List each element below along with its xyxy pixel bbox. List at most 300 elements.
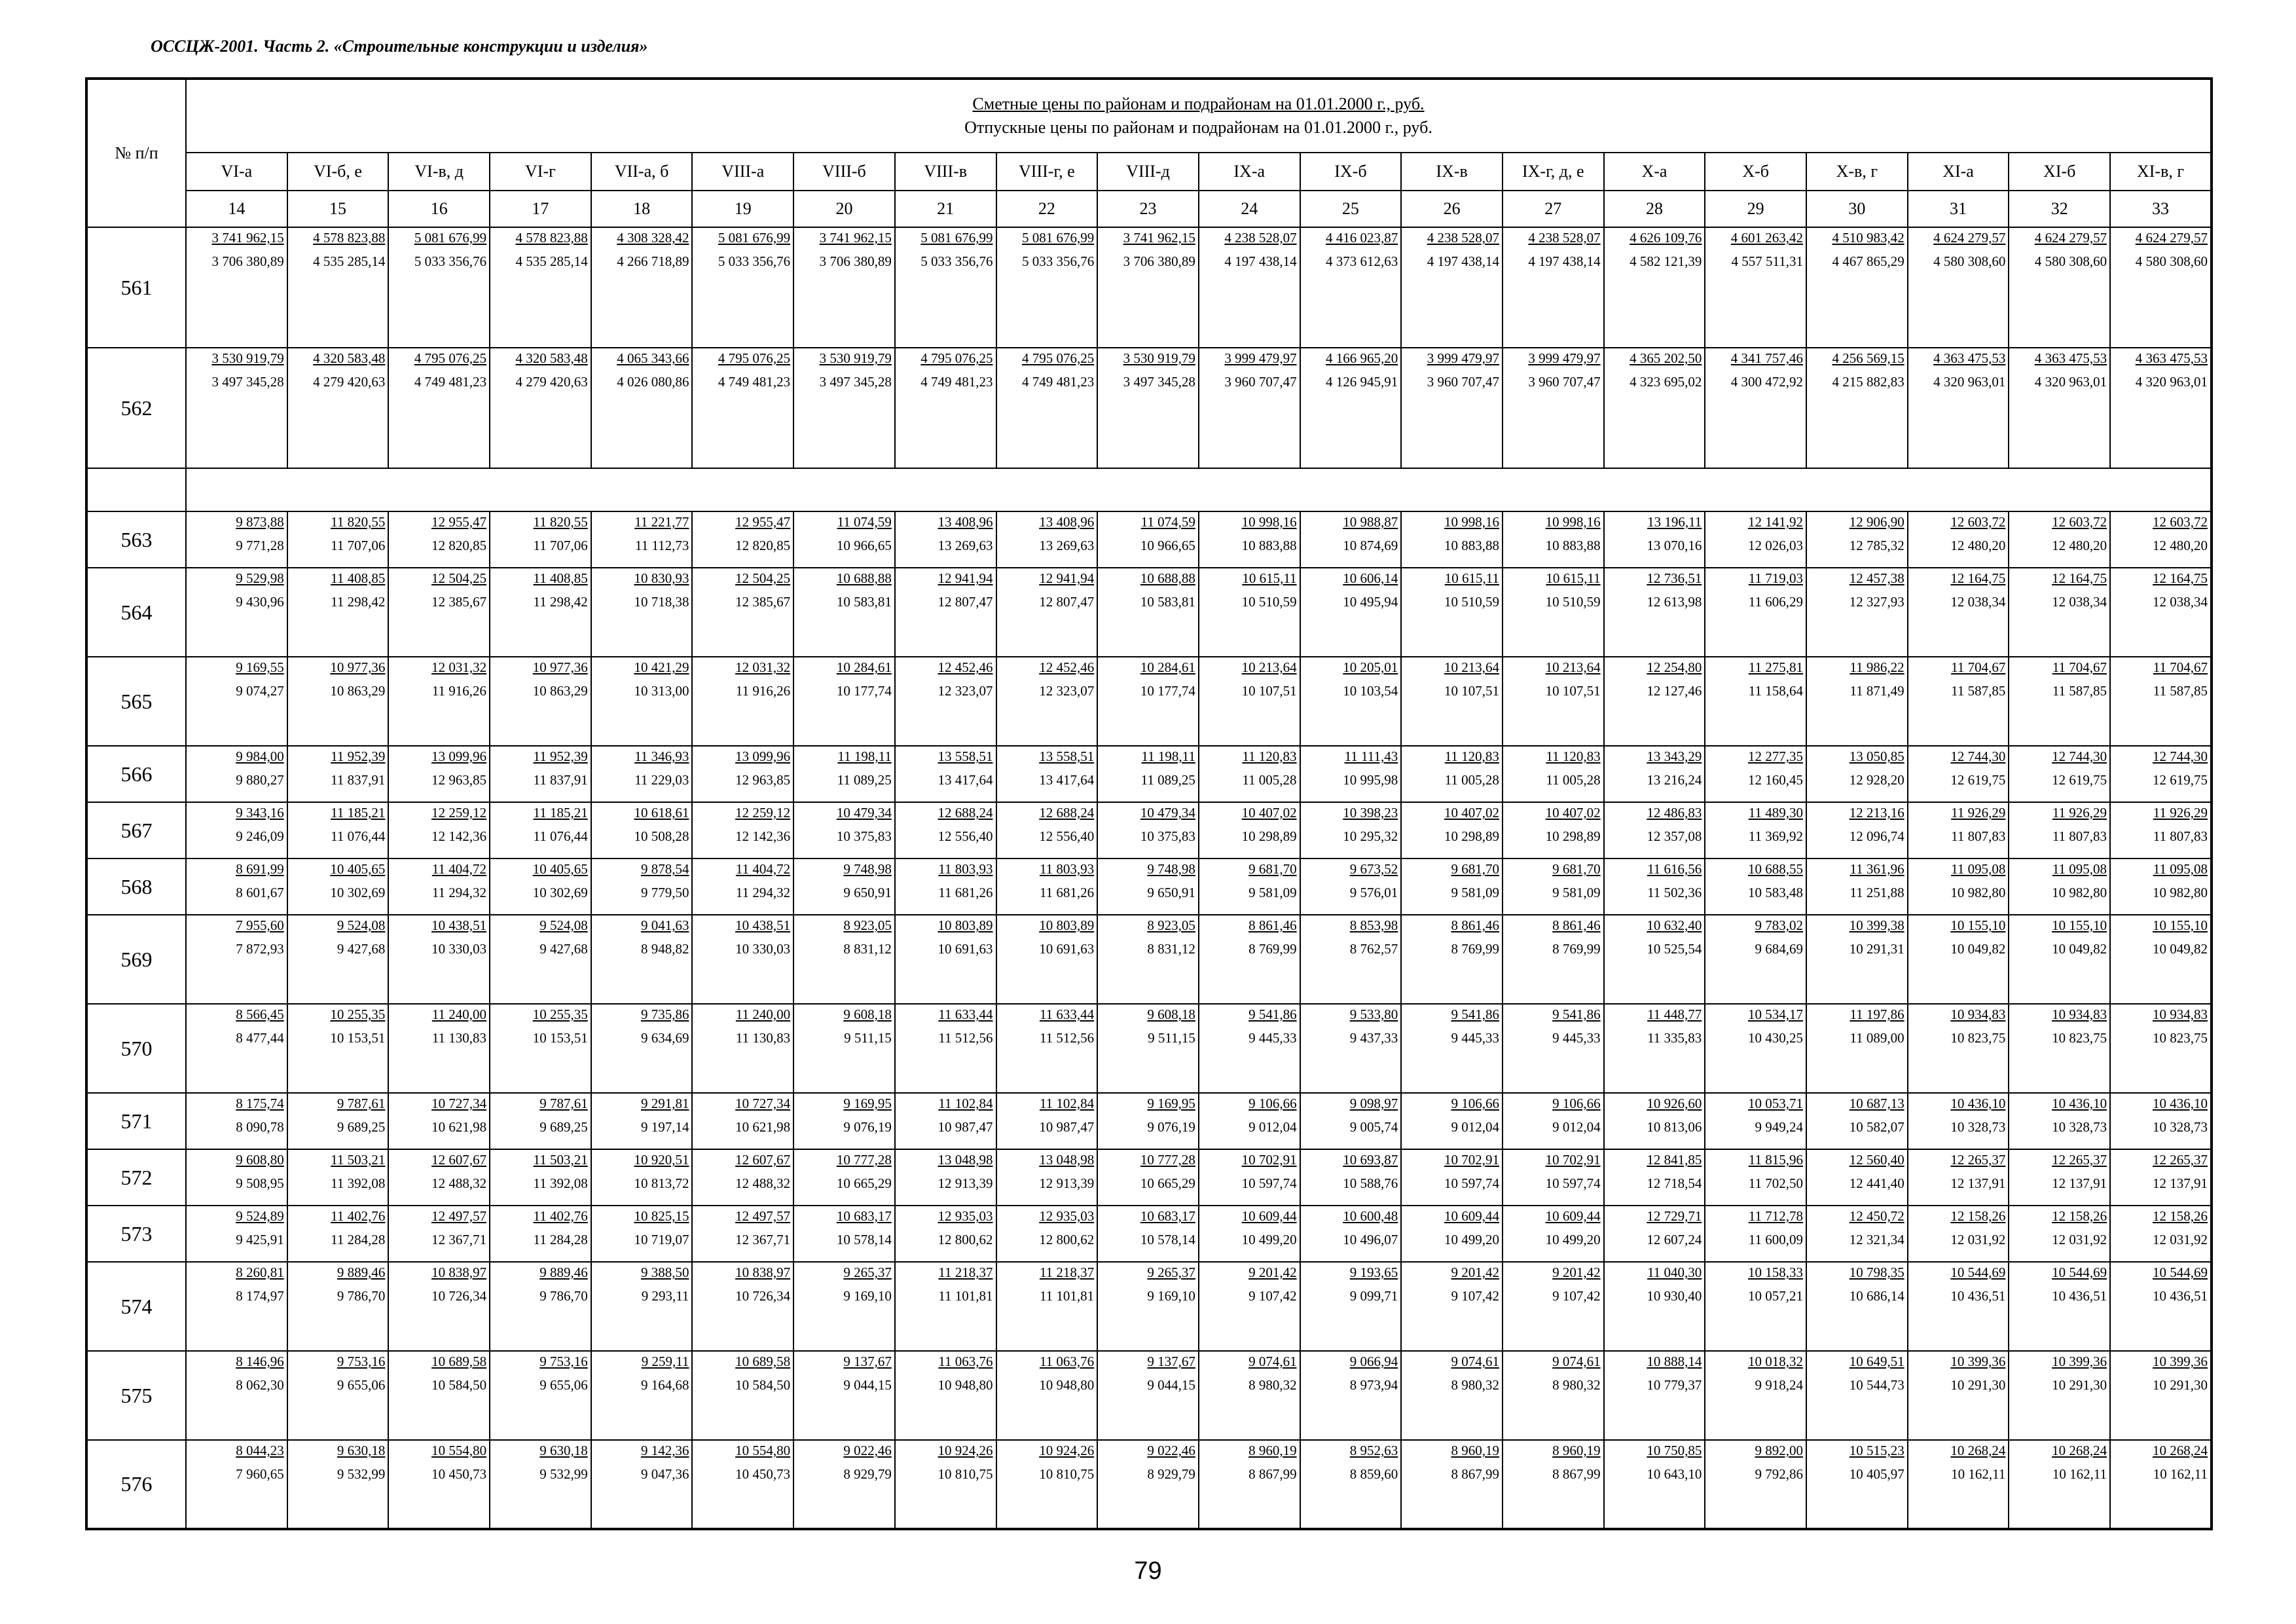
estimated-price: 10 727,34 xyxy=(735,1096,791,1111)
release-price: 12 480,20 xyxy=(2052,538,2107,553)
release-price: 12 619,75 xyxy=(2153,772,2208,788)
price-cell xyxy=(1199,1351,1300,1440)
estimated-price: 9 066,94 xyxy=(1349,1354,1398,1369)
release-price: 9 047,36 xyxy=(640,1466,689,1482)
release-price: 12 963,85 xyxy=(431,772,487,788)
estimated-price: 9 630,18 xyxy=(337,1443,386,1458)
estimated-price: 9 022,46 xyxy=(1147,1443,1195,1458)
release-price: 10 291,30 xyxy=(2153,1377,2208,1393)
region-header: VIII-б xyxy=(793,153,895,191)
release-price: 9 169,10 xyxy=(1147,1288,1195,1304)
price-cell xyxy=(388,858,490,915)
price-cell xyxy=(996,568,1098,657)
estimated-price: 11 633,44 xyxy=(938,1006,993,1022)
price-cell xyxy=(1705,511,1806,568)
estimated-price: 9 787,61 xyxy=(337,1096,386,1111)
column-number: 18 xyxy=(591,191,693,227)
release-price: 9 786,70 xyxy=(539,1288,588,1304)
price-cell xyxy=(591,858,693,915)
estimated-price: 10 750,85 xyxy=(1647,1443,1702,1458)
estimated-price: 10 609,44 xyxy=(1444,1208,1499,1224)
price-cell xyxy=(1604,511,1705,568)
estimated-price: 12 744,30 xyxy=(2052,748,2107,764)
price-cell xyxy=(1503,1440,1604,1529)
estimated-price: 9 541,86 xyxy=(1451,1006,1499,1022)
estimated-price: 9 201,42 xyxy=(1451,1264,1499,1280)
price-cell xyxy=(1503,802,1604,858)
release-price: 12 785,32 xyxy=(1849,538,1904,553)
estimated-price: 13 196,11 xyxy=(1647,514,1702,530)
estimated-price: 11 198,11 xyxy=(837,748,892,764)
estimated-price: 11 102,84 xyxy=(1039,1096,1095,1111)
release-price: 9 771,28 xyxy=(236,538,284,553)
estimated-price: 13 343,29 xyxy=(1647,748,1702,764)
release-price: 12 807,47 xyxy=(1039,594,1095,610)
estimated-price: 10 609,44 xyxy=(1545,1208,1601,1224)
estimated-price: 10 053,71 xyxy=(1748,1096,1803,1111)
estimated-price: 13 048,98 xyxy=(1039,1152,1095,1168)
release-price: 8 762,57 xyxy=(1349,941,1398,957)
estimated-price: 4 308 328,42 xyxy=(617,230,689,246)
price-cell xyxy=(895,1440,996,1529)
release-price: 4 749 481,23 xyxy=(920,374,993,390)
release-price: 4 197 438,14 xyxy=(1427,253,1499,269)
price-cell xyxy=(1503,348,1604,468)
estimated-price: 13 099,96 xyxy=(735,748,791,764)
estimated-price: 12 744,30 xyxy=(2153,748,2208,764)
estimated-price: 10 688,88 xyxy=(836,570,892,586)
estimated-price: 4 626 109,76 xyxy=(1630,230,1702,246)
release-price: 10 330,03 xyxy=(431,941,487,957)
estimated-price: 10 268,24 xyxy=(1950,1443,2006,1458)
price-cell xyxy=(1806,1004,1908,1093)
price-cell xyxy=(793,1149,895,1206)
price-cell xyxy=(1908,348,2009,468)
estimated-price: 10 727,34 xyxy=(431,1096,487,1111)
release-price: 10 582,07 xyxy=(1849,1119,1904,1135)
price-cell xyxy=(388,746,490,802)
table-row xyxy=(86,915,2212,1004)
estimated-price: 10 998,16 xyxy=(1444,514,1499,530)
estimated-price: 10 888,14 xyxy=(1647,1354,1702,1369)
price-cell xyxy=(895,1351,996,1440)
release-price: 10 436,51 xyxy=(2052,1288,2107,1304)
estimated-price: 10 436,10 xyxy=(1950,1096,2006,1111)
release-price: 10 718,38 xyxy=(634,594,689,610)
release-price: 11 707,06 xyxy=(331,538,386,553)
estimated-price: 9 022,46 xyxy=(843,1443,892,1458)
table-row xyxy=(86,1004,2212,1093)
release-price: 10 328,73 xyxy=(2052,1119,2107,1135)
release-price: 9 169,10 xyxy=(843,1288,892,1304)
estimated-price: 10 803,89 xyxy=(938,917,993,933)
estimated-price: 4 578 823,88 xyxy=(515,230,588,246)
release-price: 10 578,14 xyxy=(1140,1232,1195,1247)
price-cell xyxy=(996,1351,1098,1440)
price-cell xyxy=(793,657,895,746)
estimated-price: 12 955,47 xyxy=(431,514,487,530)
table-row xyxy=(86,657,2212,746)
release-price: 10 863,29 xyxy=(330,683,386,699)
column-number: 29 xyxy=(1705,191,1806,227)
price-cell xyxy=(490,511,591,568)
price-cell xyxy=(186,568,287,657)
price-cell xyxy=(692,657,793,746)
estimated-price: 12 607,67 xyxy=(431,1152,487,1168)
estimated-price: 10 924,26 xyxy=(1039,1443,1095,1458)
column-number: 14 xyxy=(186,191,287,227)
estimated-price: 12 259,12 xyxy=(735,805,791,821)
release-price: 11 101,81 xyxy=(938,1288,993,1304)
release-price: 4 320 963,01 xyxy=(2034,374,2107,390)
price-cell xyxy=(490,1004,591,1093)
estimated-price: 9 074,61 xyxy=(1552,1354,1601,1369)
price-cell xyxy=(490,746,591,802)
release-price: 10 779,37 xyxy=(1647,1377,1702,1393)
estimated-price: 11 704,67 xyxy=(2153,659,2208,675)
estimated-price: 10 554,80 xyxy=(431,1443,487,1458)
price-cell xyxy=(388,1351,490,1440)
release-price: 11 600,09 xyxy=(1748,1232,1803,1247)
estimated-price: 10 977,36 xyxy=(330,659,386,675)
release-price: 10 107,51 xyxy=(1444,683,1499,699)
price-cell xyxy=(287,568,389,657)
estimated-price: 11 803,93 xyxy=(938,861,993,877)
release-price: 9 949,24 xyxy=(1755,1119,1803,1135)
price-cell xyxy=(996,858,1098,915)
price-cell xyxy=(1806,858,1908,915)
price-cell xyxy=(2110,227,2212,348)
release-price: 10 583,81 xyxy=(836,594,892,610)
release-price: 9 511,15 xyxy=(1148,1030,1195,1046)
price-cell xyxy=(1097,1206,1199,1262)
estimated-price: 11 616,56 xyxy=(1647,861,1702,877)
price-cell xyxy=(895,568,996,657)
release-price: 10 597,74 xyxy=(1241,1175,1297,1191)
column-number: 17 xyxy=(490,191,591,227)
price-cell xyxy=(895,657,996,746)
estimated-price: 8 566,45 xyxy=(236,1006,284,1022)
price-cell xyxy=(1503,511,1604,568)
price-cell xyxy=(1604,657,1705,746)
estimated-price: 10 683,17 xyxy=(1140,1208,1195,1224)
price-cell xyxy=(287,227,389,348)
region-header-row xyxy=(86,153,2212,191)
release-price: 5 033 356,76 xyxy=(718,253,791,269)
release-price: 10 510,59 xyxy=(1241,594,1297,610)
estimated-price: 8 853,98 xyxy=(1349,917,1398,933)
release-price: 9 246,09 xyxy=(236,828,284,844)
estimated-price: 10 407,02 xyxy=(1545,805,1601,821)
estimated-price: 10 421,29 xyxy=(634,659,689,675)
release-price: 10 049,82 xyxy=(2052,941,2107,957)
release-price: 10 813,72 xyxy=(634,1175,689,1191)
region-header: VII-а, б xyxy=(591,153,693,191)
release-price: 8 769,99 xyxy=(1552,941,1601,957)
price-cell xyxy=(1097,568,1199,657)
price-cell xyxy=(1300,1440,1402,1529)
column-number: 27 xyxy=(1503,191,1604,227)
release-price: 10 982,80 xyxy=(2153,885,2208,900)
estimated-price: 8 960,19 xyxy=(1552,1443,1601,1458)
estimated-price: 9 984,00 xyxy=(236,748,284,764)
table-row xyxy=(86,1093,2212,1149)
estimated-price: 9 343,16 xyxy=(236,805,284,821)
release-price: 12 323,07 xyxy=(1039,683,1095,699)
release-price: 3 497 345,28 xyxy=(819,374,892,390)
price-cell xyxy=(1199,348,1300,468)
price-cell xyxy=(1401,858,1503,915)
price-cell xyxy=(388,348,490,468)
release-price: 10 375,83 xyxy=(1140,828,1195,844)
estimated-price: 10 554,80 xyxy=(735,1443,791,1458)
estimated-price: 10 255,35 xyxy=(532,1006,588,1022)
estimated-price: 9 106,66 xyxy=(1248,1096,1297,1111)
region-header: VI-г xyxy=(490,153,591,191)
estimated-price: 4 320 583,48 xyxy=(515,350,588,366)
estimated-price: 5 081 676,99 xyxy=(920,230,993,246)
price-cell xyxy=(1199,227,1300,348)
estimated-price: 11 102,84 xyxy=(938,1096,993,1111)
price-cell xyxy=(692,1149,793,1206)
release-price: 12 357,08 xyxy=(1647,828,1702,844)
region-header: IX-в xyxy=(1401,153,1503,191)
estimated-price: 10 702,91 xyxy=(1545,1152,1601,1168)
price-cell xyxy=(1806,1206,1908,1262)
price-cell xyxy=(1199,511,1300,568)
release-price: 10 153,51 xyxy=(532,1030,588,1046)
release-price: 10 499,20 xyxy=(1241,1232,1297,1247)
release-price: 4 300 472,92 xyxy=(1730,374,1803,390)
estimated-price: 11 448,77 xyxy=(1647,1006,1702,1022)
price-cell xyxy=(1199,1440,1300,1529)
price-cell xyxy=(2009,568,2110,657)
column-number: 30 xyxy=(1806,191,1908,227)
estimated-price: 13 050,85 xyxy=(1849,748,1904,764)
price-cell xyxy=(2009,746,2110,802)
price-cell xyxy=(1097,1093,1199,1149)
estimated-price: 10 825,15 xyxy=(634,1208,689,1224)
price-cell xyxy=(793,746,895,802)
price-cell xyxy=(1503,1149,1604,1206)
price-cell xyxy=(1401,568,1503,657)
price-cell xyxy=(1705,1262,1806,1351)
estimated-price: 10 436,10 xyxy=(2153,1096,2208,1111)
release-price: 12 142,36 xyxy=(431,828,487,844)
estimated-price: 9 106,66 xyxy=(1552,1096,1601,1111)
release-price: 9 427,68 xyxy=(337,941,386,957)
release-price: 9 532,99 xyxy=(539,1466,588,1482)
release-price: 10 863,29 xyxy=(532,683,588,699)
estimated-price: 9 098,97 xyxy=(1349,1096,1398,1111)
estimated-price: 9 608,18 xyxy=(1147,1006,1195,1022)
table-row xyxy=(86,1440,2212,1529)
release-price: 10 584,50 xyxy=(735,1377,791,1393)
estimated-price: 10 284,61 xyxy=(1140,659,1195,675)
release-price: 10 430,25 xyxy=(1748,1030,1803,1046)
estimated-price: 10 934,83 xyxy=(2052,1006,2107,1022)
release-price: 12 031,92 xyxy=(1950,1232,2006,1247)
release-price: 10 823,75 xyxy=(2052,1030,2107,1046)
estimated-price: 12 277,35 xyxy=(1748,748,1803,764)
estimated-price: 10 687,13 xyxy=(1849,1096,1904,1111)
release-price: 10 405,97 xyxy=(1849,1466,1904,1482)
release-price: 10 298,89 xyxy=(1444,828,1499,844)
price-cell xyxy=(2009,915,2110,1004)
estimated-price: 9 608,80 xyxy=(236,1152,284,1168)
price-cell xyxy=(1908,568,2009,657)
release-price: 11 251,88 xyxy=(1850,885,1904,900)
release-price: 9 655,06 xyxy=(539,1377,588,1393)
estimated-price: 11 404,72 xyxy=(431,861,487,877)
price-cell xyxy=(1705,1093,1806,1149)
release-price: 10 987,47 xyxy=(938,1119,993,1135)
release-price: 10 302,69 xyxy=(532,885,588,900)
release-price: 4 749 481,23 xyxy=(1021,374,1095,390)
release-price: 4 320 963,01 xyxy=(1933,374,2006,390)
price-cell xyxy=(2110,802,2212,858)
release-price: 12 607,24 xyxy=(1647,1232,1702,1247)
price-cell xyxy=(793,858,895,915)
price-cell xyxy=(1401,348,1503,468)
price-cell xyxy=(793,227,895,348)
release-price: 12 367,71 xyxy=(431,1232,487,1247)
table-title xyxy=(186,79,2212,153)
release-price: 10 966,65 xyxy=(1140,538,1195,553)
release-price: 9 164,68 xyxy=(640,1377,689,1393)
release-price: 10 049,82 xyxy=(1950,941,2006,957)
estimated-price: 11 815,96 xyxy=(1748,1152,1803,1168)
row-number: 563 xyxy=(86,511,186,568)
price-cell xyxy=(1199,746,1300,802)
release-price: 4 580 308,60 xyxy=(1933,253,2006,269)
price-cell xyxy=(490,227,591,348)
estimated-price: 10 606,14 xyxy=(1343,570,1398,586)
title-otpusk: Отпускные цены по районам и подрайонам на 01.01.2000 г., руб. xyxy=(964,118,1432,137)
price-cell xyxy=(1604,1262,1705,1351)
estimated-price: 9 748,98 xyxy=(843,861,892,877)
estimated-price: 12 452,46 xyxy=(1039,659,1095,675)
price-cell xyxy=(388,227,490,348)
estimated-price: 4 510 983,42 xyxy=(1832,230,1904,246)
release-price: 9 532,99 xyxy=(337,1466,386,1482)
price-cell xyxy=(287,915,389,1004)
price-cell xyxy=(2009,858,2110,915)
release-price: 12 038,34 xyxy=(2052,594,2107,610)
estimated-price: 9 041,63 xyxy=(640,917,689,933)
release-price: 12 480,20 xyxy=(2153,538,2208,553)
release-price: 11 076,44 xyxy=(533,828,588,844)
estimated-price: 12 729,71 xyxy=(1647,1208,1702,1224)
release-price: 10 450,73 xyxy=(735,1466,791,1482)
estimated-price: 4 238 528,07 xyxy=(1224,230,1297,246)
price-cell xyxy=(2110,568,2212,657)
price-cell xyxy=(2009,1351,2110,1440)
price-cell xyxy=(1097,1004,1199,1093)
price-cell xyxy=(1300,1206,1402,1262)
estimated-price: 8 960,19 xyxy=(1451,1443,1499,1458)
price-cell xyxy=(490,1262,591,1351)
estimated-price: 12 688,24 xyxy=(938,805,993,821)
column-number: 19 xyxy=(692,191,793,227)
release-price: 3 497 345,28 xyxy=(1123,374,1195,390)
estimated-price: 12 935,03 xyxy=(938,1208,993,1224)
price-cell xyxy=(1705,1440,1806,1529)
estimated-price: 11 346,93 xyxy=(634,748,689,764)
release-price: 4 320 963,01 xyxy=(2135,374,2208,390)
price-cell xyxy=(895,1262,996,1351)
price-cell xyxy=(591,915,693,1004)
price-cell xyxy=(1604,227,1705,348)
estimated-price: 11 218,37 xyxy=(1039,1264,1095,1280)
price-cell xyxy=(287,746,389,802)
price-cell xyxy=(1300,858,1402,915)
price-cell xyxy=(490,1440,591,1529)
column-number: 24 xyxy=(1199,191,1300,227)
estimated-price: 8 861,46 xyxy=(1451,917,1499,933)
release-price: 12 142,36 xyxy=(735,828,791,844)
release-price: 11 298,42 xyxy=(331,594,386,610)
estimated-price: 10 399,36 xyxy=(1950,1354,2006,1369)
estimated-price: 4 578 823,88 xyxy=(313,230,386,246)
estimated-price: 11 926,29 xyxy=(2052,805,2107,821)
estimated-price: 12 158,26 xyxy=(2153,1208,2208,1224)
price-cell xyxy=(692,1262,793,1351)
price-cell xyxy=(692,1440,793,1529)
estimated-price: 11 820,55 xyxy=(533,514,588,530)
release-price: 12 556,40 xyxy=(1039,828,1095,844)
release-price: 11 294,32 xyxy=(431,885,487,900)
price-cell xyxy=(692,227,793,348)
release-price: 9 427,68 xyxy=(539,941,588,957)
price-cell xyxy=(388,1093,490,1149)
price-cell xyxy=(1097,858,1199,915)
table-row xyxy=(86,568,2212,657)
price-cell xyxy=(186,915,287,1004)
estimated-price: 9 524,89 xyxy=(236,1208,284,1224)
price-cell xyxy=(388,802,490,858)
release-price: 10 162,11 xyxy=(1951,1466,2006,1482)
release-price: 11 076,44 xyxy=(331,828,386,844)
release-price: 9 012,04 xyxy=(1552,1119,1601,1135)
release-price: 10 328,73 xyxy=(1950,1119,2006,1135)
blank-cell xyxy=(86,468,186,511)
price-cell xyxy=(1300,746,1402,802)
release-price: 12 619,75 xyxy=(1950,772,2006,788)
estimated-price: 3 530 919,79 xyxy=(819,350,892,366)
estimated-price: 9 681,70 xyxy=(1451,861,1499,877)
price-cell xyxy=(1300,657,1402,746)
estimated-price: 11 185,21 xyxy=(533,805,588,821)
release-price: 9 293,11 xyxy=(641,1288,689,1304)
page-header: ОССЦЖ-2001. Часть 2. «Строительные конструкции и изделия» xyxy=(151,37,648,56)
release-price: 9 779,50 xyxy=(640,885,689,900)
estimated-price: 12 164,75 xyxy=(2153,570,2208,586)
region-header: VIII-а xyxy=(692,153,793,191)
release-price: 9 655,06 xyxy=(337,1377,386,1393)
release-price: 4 373 612,63 xyxy=(1326,253,1398,269)
price-cell xyxy=(1806,746,1908,802)
table-row xyxy=(86,1351,2212,1440)
column-number: 32 xyxy=(2009,191,2110,227)
release-price: 11 284,28 xyxy=(533,1232,588,1247)
price-cell xyxy=(793,1351,895,1440)
release-price: 3 960 707,47 xyxy=(1427,374,1499,390)
estimated-price: 3 999 479,97 xyxy=(1427,350,1499,366)
release-price: 10 153,51 xyxy=(330,1030,386,1046)
price-cell xyxy=(490,1093,591,1149)
price-cell xyxy=(996,1440,1098,1529)
